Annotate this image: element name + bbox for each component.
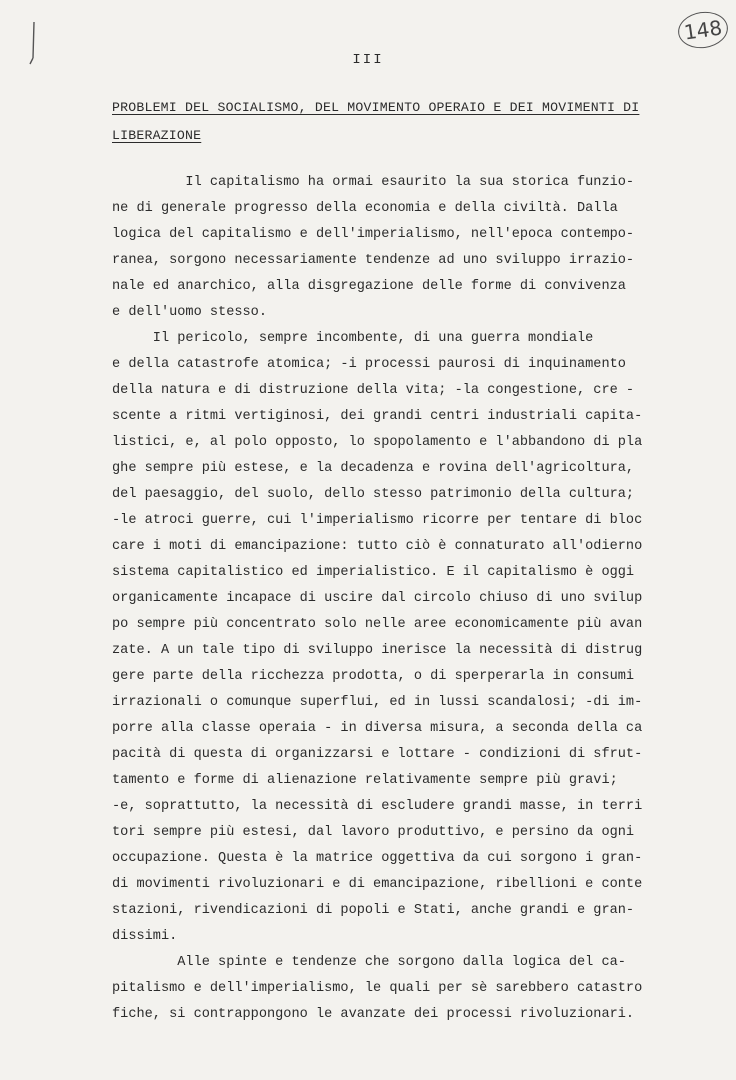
text-line: occupazione. Questa è la matrice oggettiva da cui sorgono i gran- — [112, 851, 643, 866]
section-title-line: PROBLEMI DEL SOCIALISMO, DEL MOVIMENTO OPERAIO E DEI MOVIMENTI DI — [112, 100, 640, 115]
text-line: zate. A un tale tipo di sviluppo inerisce la necessità di distrug — [112, 643, 643, 658]
text-line: -e, soprattutto, la necessità di escludere grandi masse, in terri — [112, 799, 643, 814]
text-line: Il capitalismo ha ormai esaurito la sua storica funzio- — [112, 175, 635, 190]
text-line: del paesaggio, del suolo, dello stesso patrimonio della cultura; — [112, 487, 635, 502]
text-line: tamento e forme di alienazione relativamente sempre più gravi; — [112, 773, 618, 788]
chapter-number: III — [352, 52, 384, 68]
text-line: Il pericolo, sempre incombente, di una guerra mondiale — [112, 331, 594, 346]
text-line: gere parte della ricchezza prodotta, o di sperperarla in consumi — [112, 669, 635, 684]
text-line: -le atroci guerre, cui l'imperialismo ricorre per tentare di bloc — [112, 513, 643, 528]
body-text — [112, 170, 702, 1028]
text-line: care i moti di emancipazione: tutto ciò è connaturato all'odierno — [112, 539, 643, 554]
text-line: ranea, sorgono necessariamente tendenze ad uno sviluppo irrazio- — [112, 253, 635, 268]
text-line: stazioni, rivendicazioni di popoli e Stati, anche grandi e gran- — [112, 903, 635, 918]
text-line: di movimenti rivoluzionari e di emancipazione, ribellioni e conte — [112, 877, 643, 892]
text-line: dissimi. — [112, 929, 178, 944]
text-line: e della catastrofe atomica; -i processi paurosi di inquinamento — [112, 357, 626, 372]
section-title-line: LIBERAZIONE — [112, 128, 202, 143]
handwritten-page-number: 148 — [676, 9, 731, 52]
text-line: nale ed anarchico, alla disgregazione delle forme di convivenza — [112, 279, 626, 294]
text-line: logica del capitalismo e dell'imperialismo, nell'epoca contempo- — [112, 227, 635, 242]
text-line: listici, e, al polo opposto, lo spopolamento e l'abbandono di pla — [112, 435, 643, 450]
section-title — [112, 94, 692, 150]
text-line: pacità di questa di organizzarsi e lottare - condizioni di sfrut- — [112, 747, 643, 762]
text-line: pitalismo e dell'imperialismo, le quali per sè sarebbero catastro — [112, 981, 643, 996]
text-line: ghe sempre più estese, e la decadenza e rovina dell'agricoltura, — [112, 461, 635, 476]
text-line: tori sempre più estesi, dal lavoro produttivo, e persino da ogni — [112, 825, 635, 840]
text-line: e dell'uomo stesso. — [112, 305, 267, 320]
text-line: della natura e di distruzione della vita; -la congestione, cre - — [112, 383, 635, 398]
text-line: Alle spinte e tendenze che sorgono dalla logica del ca- — [112, 955, 626, 970]
text-line: ne di generale progresso della economia e della civiltà. Dalla — [112, 201, 618, 216]
text-line: irrazionali o comunque superflui, ed in lussi scandalosi; -di im- — [112, 695, 643, 710]
text-line: fiche, si contrappongono le avanzate dei processi rivoluzionari. — [112, 1007, 635, 1022]
text-line: porre alla classe operaia - in diversa misura, a seconda della ca — [112, 721, 643, 736]
text-line: organicamente incapace di uscire dal circolo chiuso di uno svilup — [112, 591, 643, 606]
text-line: po sempre più concentrato solo nelle aree economicamente più avan — [112, 617, 643, 632]
text-line: sistema capitalistico ed imperialistico. E il capitalismo è oggi — [112, 565, 635, 580]
text-line: scente a ritmi vertiginosi, dei grandi centri industriali capita- — [112, 409, 643, 424]
